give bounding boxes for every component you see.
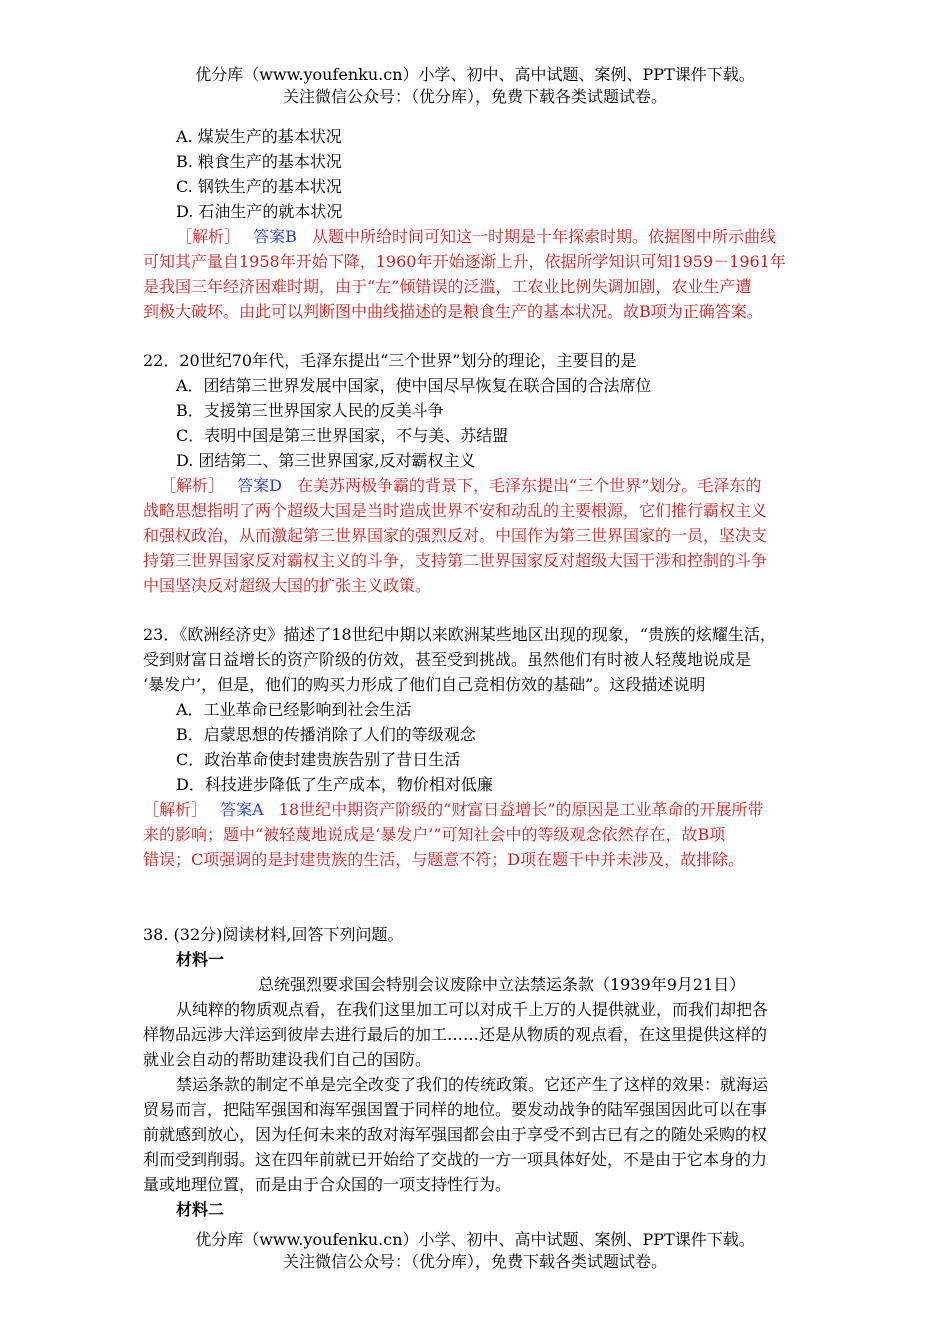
q23-analysis-line-2: 来的影响；题中“被轻蔑地说成是‘暴发户’”可知社会中的等级观念依然存在，故B项 [143, 825, 726, 844]
q38-stem: 38. (32分)阅读材料,回答下列问题。 [143, 925, 404, 944]
q22-analysis-line-5: 中国坚决反对超级大国的扩张主义政策。 [143, 576, 432, 595]
q21-analysis-line-4: 到极大破坏。由此可以判断图中曲线描述的是粮食生产的基本状况。故B项为正确答案。 [143, 302, 763, 321]
q38-material1-line-3: 就业会自动的帮助建设我们自己的国防。 [143, 1050, 432, 1069]
q22-stem: 22．20世纪70年代，毛泽东提出“三个世界”划分的理论，主要目的是 [143, 351, 637, 370]
q21-option-c: C. 钢铁生产的基本状况 [176, 177, 342, 196]
q22-option-b: B．支援第三世界国家人民的反美斗争 [176, 401, 444, 420]
q23-analysis-tag: ［解析］ [143, 800, 208, 819]
q22-option-d: D. 团结第二、第三世界国家,反对霸权主义 [176, 451, 476, 470]
q38-material1-line-4: 禁运条款的制定不单是完全改变了我们的传统政策。它还产生了这样的效果：就海运 [176, 1075, 769, 1094]
q23-option-c: C．政治革命使封建贵族告别了昔日生活 [176, 750, 461, 769]
q23-analysis-text: 18世纪中期资产阶级的“财富日益增长”的原因是工业革命的开展所带 [278, 800, 764, 819]
q21-answer: 答案B [253, 227, 297, 246]
q22-answer: 答案D [237, 476, 282, 495]
q22-analysis-line-2: 战略思想指明了两个超级大国是当时造成世界不安和动乱的主要根源，它们推行霸权主义 [143, 501, 768, 520]
footer-line-1: 优分库（www.youfenku.cn）小学、初中、高中试题、案例、PPT课件下载。 [195, 1230, 755, 1249]
q23-stem-line-2: 受到财富日益增长的资产阶级的仿效，甚至受到挑战。虽然他们有时被人轻蔑地说成是 [143, 650, 752, 669]
q22-option-c: C．表明中国是第三世界国家，不与美、苏结盟 [176, 426, 509, 445]
q23-analysis-line-3: 错误；C项强调的是封建贵族的生活，与题意不符；D项在题干中并未涉及，故排除。 [143, 850, 745, 869]
q23-stem-line-3: ‘暴发户’，但是，他们的购买力形成了他们自己竞相仿效的基础”。这段描述说明 [143, 675, 706, 694]
header-line-1: 优分库（www.youfenku.cn）小学、初中、高中试题、案例、PPT课件下载。 [195, 65, 755, 84]
q38-material1-label: 材料一 [176, 950, 225, 969]
q38-material1-line-7: 利而受到削弱。这在四年前就已开始给了交战的一方一项具体好处，不是由于它本身的力 [143, 1150, 768, 1169]
q21-analysis-tag: ［解析］ [176, 227, 241, 246]
q23-option-d: D．科技进步降低了生产成本，物价相对低廉 [176, 775, 493, 794]
footer-line-2: 关注微信公众号：（优分库），免费下载各类试题试卷。 [282, 1252, 667, 1271]
q23-answer: 答案A [220, 800, 264, 819]
q22-analysis-tag: ［解析］ [160, 476, 225, 495]
q21-option-a: A. 煤炭生产的基本状况 [176, 127, 342, 146]
q38-material1-title: 总统强烈要求国会特别会议废除中立法禁运条款（1939年9月21日） [258, 975, 746, 994]
q22-analysis-line-4: 持第三世界国家反对霸权主义的斗争，支持第二世界国家反对超级大国干涉和控制的斗争 [143, 551, 768, 570]
q23-stem-line-1: 23．《欧洲经济史》描述了18世纪中期以来欧洲某些地区出现的现象，“贵族的炫耀生活， [143, 625, 776, 644]
q23-option-b: B．启蒙思想的传播消除了人们的等级观念 [176, 725, 476, 744]
q22-analysis-line-3: 和强权政治，从而激起第三世界国家的强烈反对。中国作为第三世界国家的一员，坚决支 [143, 526, 768, 545]
q38-material1-line-6: 前就感到放心，因为任何未来的敌对海军强国都会由于享受不到古已有之的随处采购的权 [143, 1125, 768, 1144]
q21-analysis-line-2: 可知其产量自1958年开始下降，1960年开始逐渐上升，依据所学知识可知1959－1961年 [143, 252, 786, 271]
q22-analysis-text: 在美苏两极争霸的背景下，毛泽东提出“三个世界”划分。毛泽东的 [297, 476, 762, 495]
q22-option-a: A．团结第三世界发展中国家，使中国尽早恢复在联合国的合法席位 [176, 376, 652, 395]
q38-material1-line-1: 从纯粹的物质观点看，在我们这里加工可以对成千上万的人提供就业，而我们却把各 [176, 1000, 769, 1019]
q23-analysis-line-1 [143, 799, 764, 821]
q21-analysis-line-3: 是我国三年经济困难时期，由于“左”倾错误的泛滥，工农业比例失调加剧，农业生产遭 [143, 277, 752, 296]
q38-material1-line-8: 量或地理位置，而是由于合众国的一项支持性行为。 [143, 1175, 512, 1194]
q23-option-a: A．工业革命已经影响到社会生活 [176, 700, 412, 719]
q21-option-d: D. 石油生产的就本状况 [176, 202, 343, 221]
q38-material1-line-5: 贸易而言，把陆军强国和海军强国置于同样的地位。要发动战争的陆军强国因此可以在事 [143, 1100, 768, 1119]
header-line-2: 关注微信公众号：（优分库），免费下载各类试题试卷。 [282, 87, 667, 106]
q38-material1-line-2: 样物品远涉大洋运到彼岸去进行最后的加工……还是从物质的观点看，在这里提供这样的 [143, 1025, 768, 1044]
q38-material2-label: 材料二 [176, 1200, 225, 1219]
q22-analysis-line-1 [160, 475, 761, 497]
q21-analysis-line-1 [176, 226, 776, 248]
q21-analysis-text: 从题中所给时间可知这一时期是十年探索时期。依据图中所示曲线 [311, 227, 776, 246]
q21-option-b: B. 粮食生产的基本状况 [176, 152, 342, 171]
